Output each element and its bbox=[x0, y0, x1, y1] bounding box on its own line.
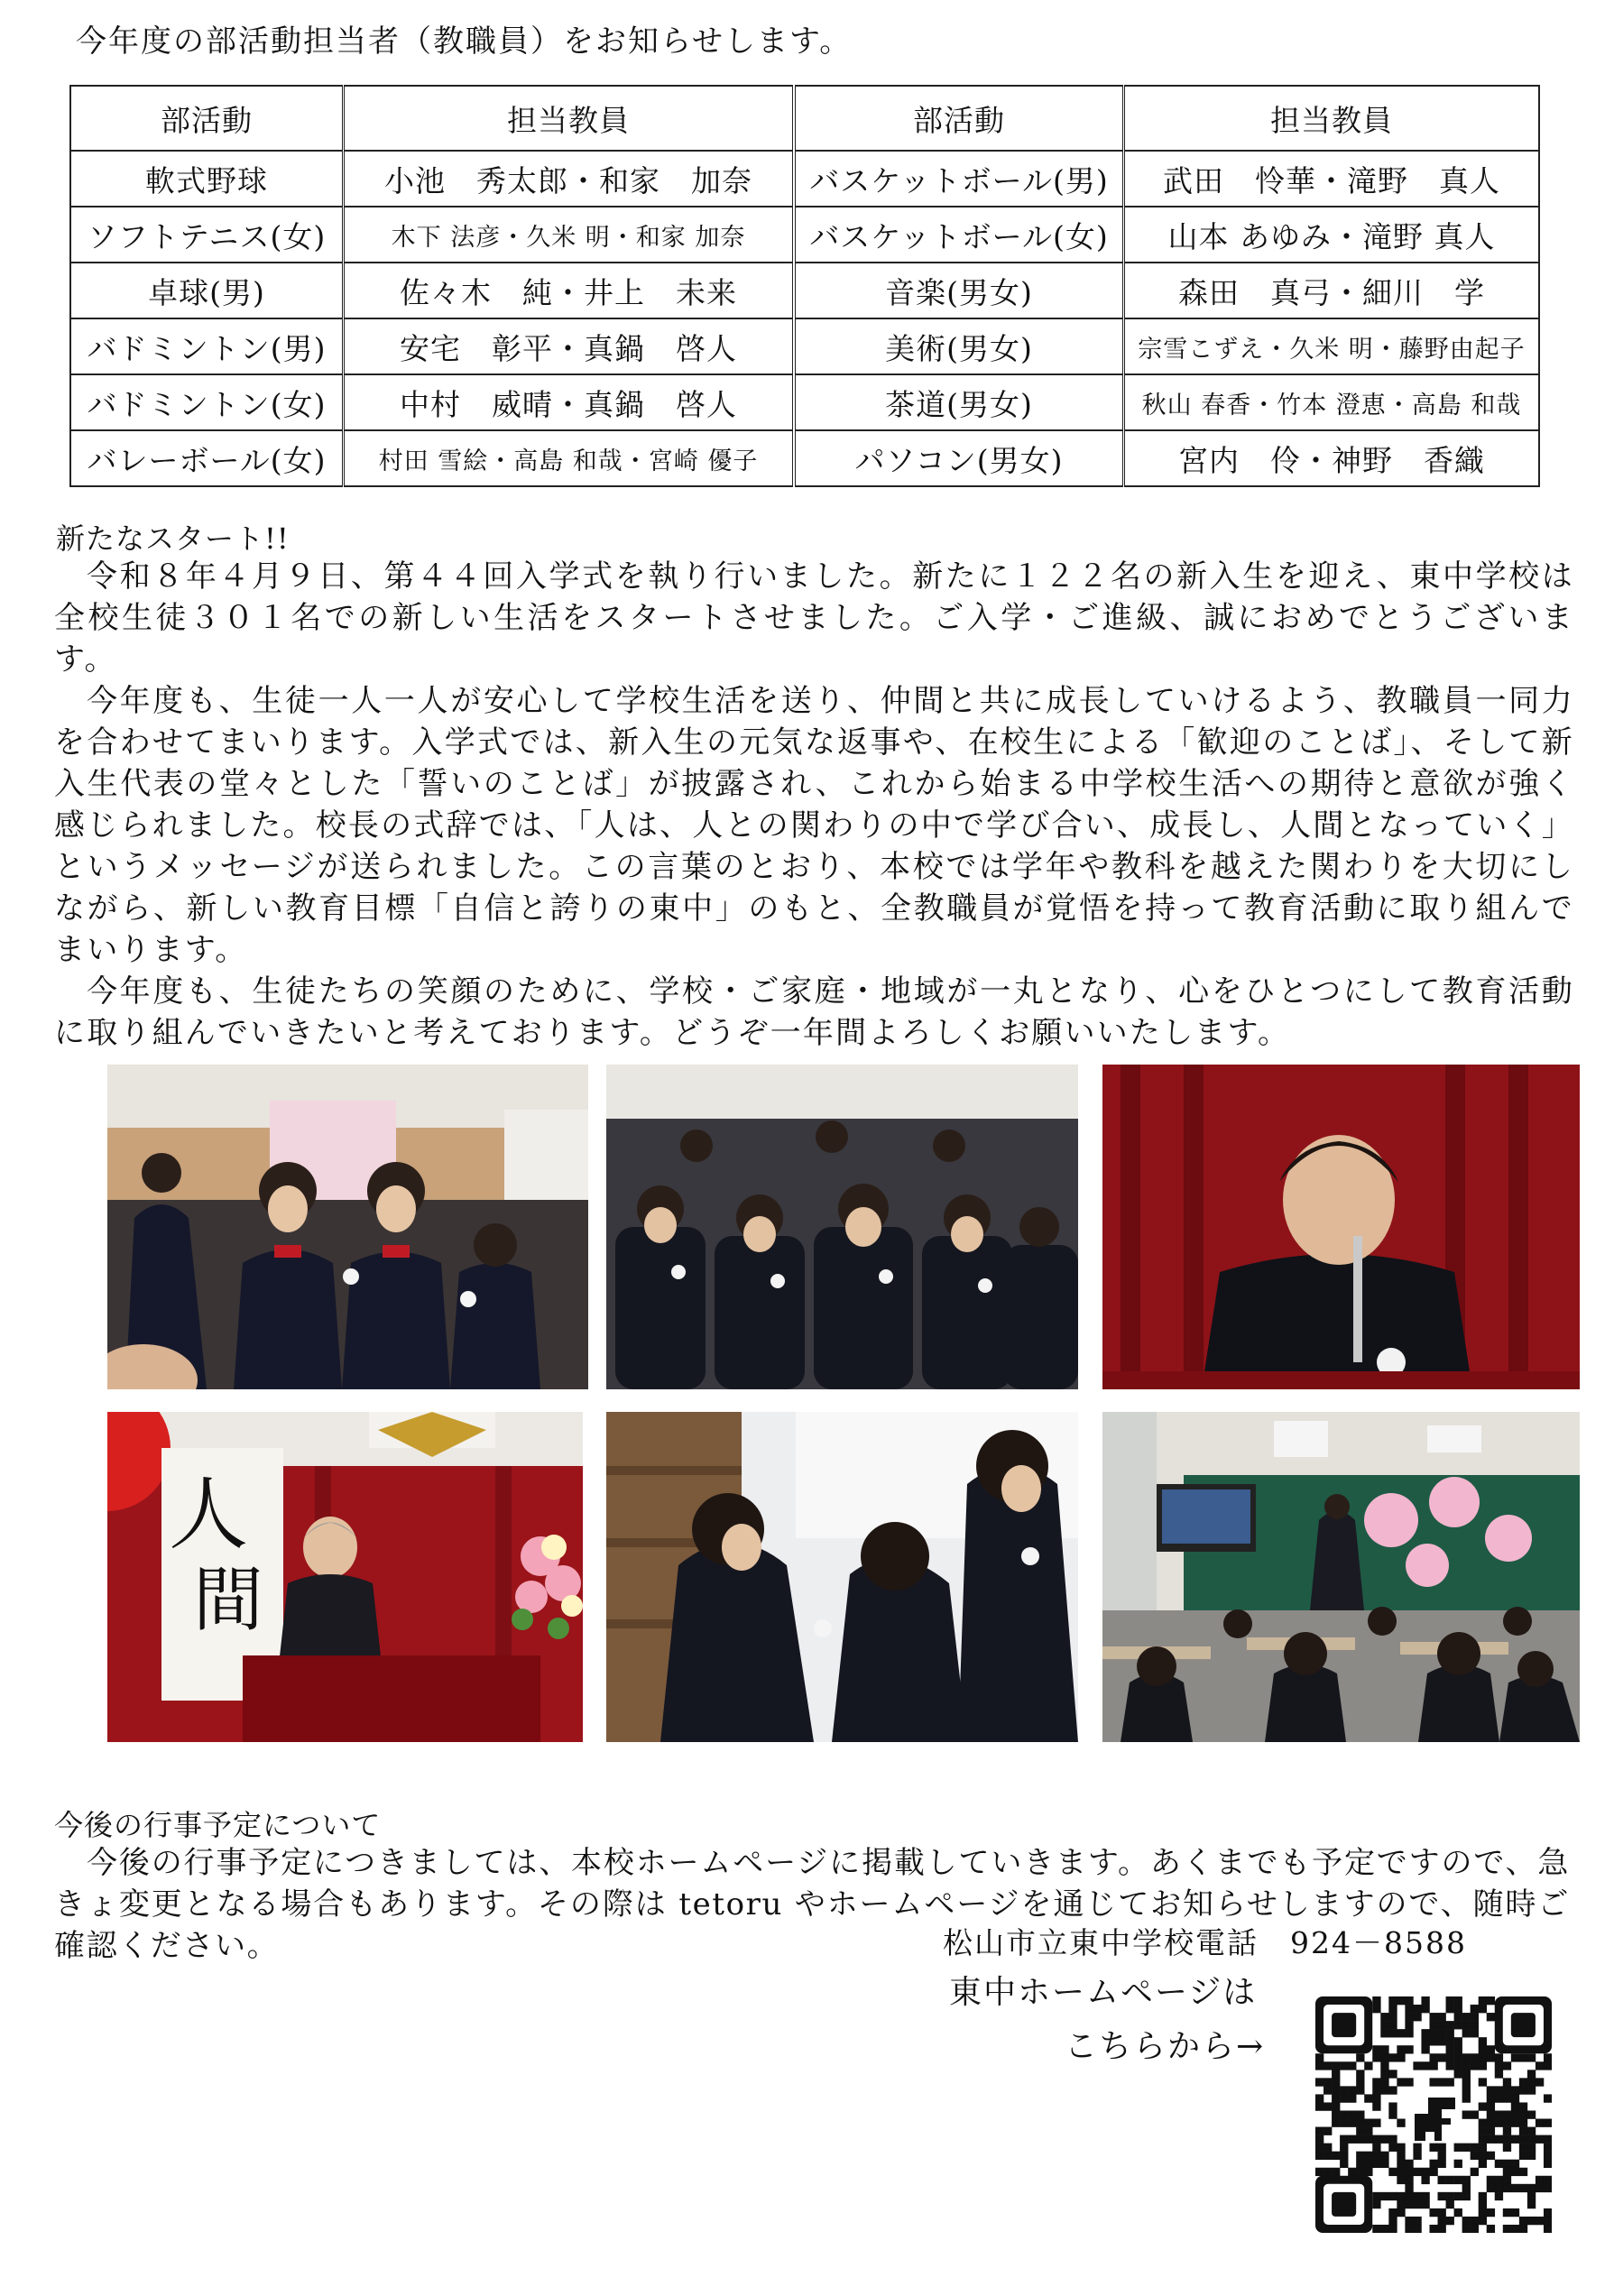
school-phone: 松山市立東中学校電話 924－8588 bbox=[943, 1925, 1467, 1960]
teacher-cell: 森田 真弓・細川 学 bbox=[1124, 263, 1540, 318]
photo-principal-speech bbox=[107, 1412, 583, 1742]
teacher-cell: 小池 秀太郎・和家 加奈 bbox=[344, 151, 795, 207]
table-row bbox=[70, 374, 1539, 430]
table-row bbox=[70, 207, 1539, 263]
club-cell: 軟式野球 bbox=[70, 151, 344, 207]
table-header-cell: 担当教員 bbox=[1124, 86, 1540, 151]
teacher-cell: 宮内 伶・神野 香織 bbox=[1124, 430, 1540, 486]
photo-corsage-pinning bbox=[606, 1412, 1078, 1742]
club-cell: バレーボール(女) bbox=[70, 430, 344, 486]
calligraphy-char-2: 間 bbox=[193, 1560, 264, 1641]
table-row bbox=[70, 318, 1539, 374]
photo-students-walking bbox=[107, 1065, 588, 1389]
qr-code[interactable] bbox=[1315, 1996, 1552, 2233]
teacher-cell: 宗雪こずえ・久米 明・藤野由起子 bbox=[1124, 318, 1540, 374]
teacher-cell: 武田 怜華・滝野 真人 bbox=[1124, 151, 1540, 207]
teacher-cell: 木下 法彦・久米 明・和家 加奈 bbox=[344, 207, 795, 263]
homepage-line-1: 東中ホームページは bbox=[949, 1974, 1258, 2011]
start-paragraph-1: 令和８年４月９日、第４４回入学式を執り行いました。新たに１２２名の新入生を迎え、東中学校は全校生徒３０１名での新しい生活をスタートさせました。ご入学・ご進級、誠におめでとうございます。 bbox=[54, 558, 1574, 678]
start-paragraph-3: 今年度も、生徒たちの笑顔のために、学校・ご家庭・地域が一丸となり、心をひとつにして教育活動に取り組んでいきたいと考えております。どうぞ一年間よろしくお願いいたします。 bbox=[54, 973, 1574, 1051]
events-paragraph: 今後の行事予定につきましては、本校ホームページに掲載していきます。あくまでも予定ですので、急きょ変更となる場合もあります。その際は tetoru やホームページを通じてお知らせしますので、随時ご確認ください。 bbox=[54, 1845, 1570, 1964]
table-row bbox=[70, 430, 1539, 486]
club-cell: バドミントン(男) bbox=[70, 318, 344, 374]
club-cell: 茶道(男女) bbox=[794, 374, 1124, 430]
table-row bbox=[70, 151, 1539, 207]
table-header-cell: 部活動 bbox=[70, 86, 344, 151]
club-cell: 卓球(男) bbox=[70, 263, 344, 318]
club-cell: バスケットボール(男) bbox=[794, 151, 1124, 207]
club-cell: パソコン(男女) bbox=[794, 430, 1124, 486]
teacher-cell: 山本 あゆみ・滝野 真人 bbox=[1124, 207, 1540, 263]
start-heading: 新たなスタート!! bbox=[56, 521, 290, 556]
teacher-cell: 秋山 春香・竹本 澄恵・高島 和哉 bbox=[1124, 374, 1540, 430]
teacher-cell: 村田 雪絵・高島 和哉・宮崎 優子 bbox=[344, 430, 795, 486]
photo-student-speech bbox=[1102, 1065, 1580, 1389]
table-row bbox=[70, 263, 1539, 318]
table-header-cell: 部活動 bbox=[794, 86, 1124, 151]
calligraphy-char-1: 人 bbox=[169, 1468, 249, 1561]
club-cell: バスケットボール(女) bbox=[794, 207, 1124, 263]
club-cell: 美術(男女) bbox=[794, 318, 1124, 374]
teacher-cell: 中村 威晴・真鍋 啓人 bbox=[344, 374, 795, 430]
events-heading: 今後の行事予定について bbox=[54, 1808, 382, 1842]
photo-seated-students bbox=[606, 1065, 1078, 1389]
start-paragraph-2: 今年度も、生徒一人一人が安心して学校生活を送り、仲間と共に成長していけるよう、教職員一同力を合わせてまいります。入学式では、新入生の元気な返事や、在校生による「歓迎のことば」、そして新入生代表の堂々とした「誓いのことば」が披露され、これから始まる中学校生活への期待と意欲が強く感じられました。校長の式辞では、「人は、人との関わりの中で学び合い、成長し、人間となっていく」というメッセージが送られました。この言葉のとおり、本校では学年や教科を越えた関わりを大切にしながら、新しい教育目標「自信と誇りの東中」のもと、全教職員が覚悟を持って教育活動に取り組んでまいります。 bbox=[54, 683, 1574, 968]
intro-text: 今年度の部活動担当者（教職員）をお知らせします。 bbox=[76, 23, 853, 60]
club-cell: 音楽(男女) bbox=[794, 263, 1124, 318]
club-cell: ソフトテニス(女) bbox=[70, 207, 344, 263]
table-header-row bbox=[70, 86, 1539, 151]
teacher-cell: 佐々木 純・井上 未来 bbox=[344, 263, 795, 318]
club-cell: バドミントン(女) bbox=[70, 374, 344, 430]
table-header-cell: 担当教員 bbox=[344, 86, 795, 151]
photo-classroom bbox=[1102, 1412, 1580, 1742]
teacher-cell: 安宅 彰平・真鍋 啓人 bbox=[344, 318, 795, 374]
club-advisor-table bbox=[69, 85, 1540, 487]
homepage-line-2[interactable]: こちらから→ bbox=[1065, 2028, 1266, 2065]
